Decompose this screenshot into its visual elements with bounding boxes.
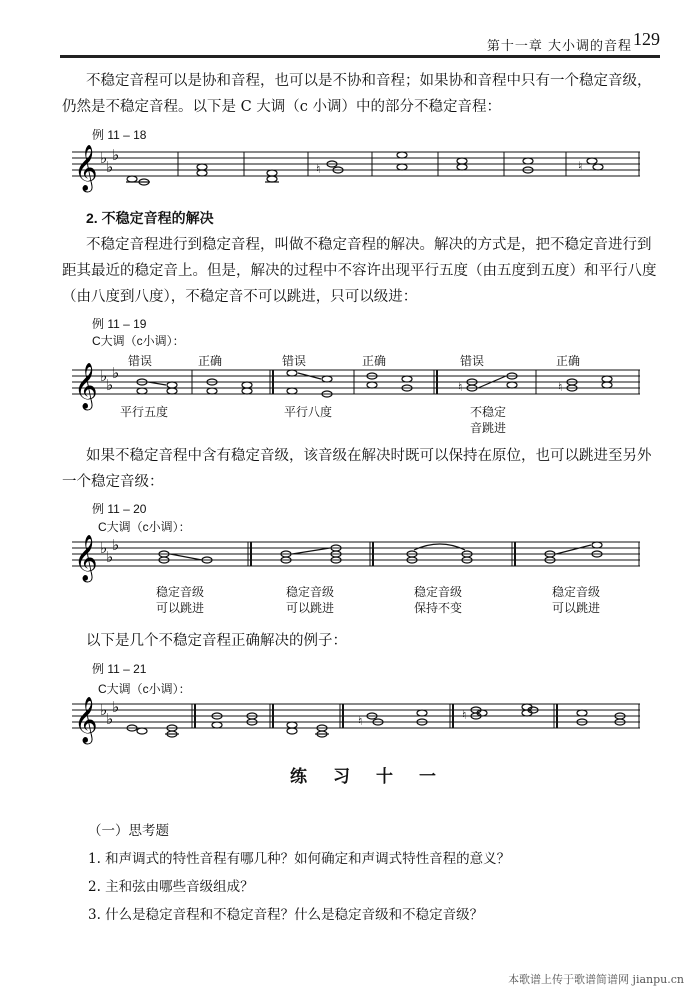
question-1: 1. 和声调式的特性音程有哪几种？如何确定和声调式特性音程的意义？ xyxy=(88,851,511,867)
annotation-2a: 稳定音级 xyxy=(286,585,335,599)
annotation-2b: 可以跳进 xyxy=(286,601,335,615)
treble-clef-icon: 𝄞 xyxy=(74,363,98,409)
para2-line-1: 不稳定音程进行到稳定音程，叫做不稳定音程的解决。解决的方式是，把不稳定音进行到 xyxy=(86,237,652,253)
staff-example-11-18 xyxy=(72,140,642,200)
svg-text:♭: ♭ xyxy=(100,149,108,167)
svg-text:♭: ♭ xyxy=(112,698,120,716)
caption-wrong-1: 错误 xyxy=(128,354,153,368)
question-2: 2. 主和弦由哪些音级组成？ xyxy=(88,879,254,895)
svg-text:♭: ♭ xyxy=(112,364,120,382)
intro-line-2: 仍然是不稳定音程。以下是 C 大调（c 小调）中的部分不稳定音程： xyxy=(62,99,502,115)
example-label-11-21: 例 11 – 21 xyxy=(92,662,147,676)
svg-text:♮: ♮ xyxy=(358,714,363,728)
para4-line-1: 以下是几个不稳定音程正确解决的例子： xyxy=(86,633,347,649)
caption-right-2: 正确 xyxy=(362,354,387,368)
para3-line-1: 如果不稳定音程中含有稳定音级，该音级在解决时既可以保持在原位，也可以跳进至另外 xyxy=(86,448,652,464)
running-header: 第十一章 大小调的音程 xyxy=(486,39,632,54)
page-number: 129 xyxy=(633,29,660,49)
svg-text:♭: ♭ xyxy=(100,539,108,557)
example-label-11-20: 例 11 – 20 xyxy=(92,502,147,516)
svg-text:♮: ♮ xyxy=(558,380,563,394)
intro-line-1: 不稳定音程可以是协和音程，也可以是不协和音程；如果协和音程中只有一个稳定音级， xyxy=(86,73,652,89)
svg-text:♭: ♭ xyxy=(106,710,114,728)
annotation-3a: 稳定音级 xyxy=(414,585,463,599)
svg-text:♭: ♭ xyxy=(112,146,120,164)
staff-example-11-19 xyxy=(72,360,642,410)
caption-wrong-3: 错误 xyxy=(460,354,485,368)
treble-clef-icon: 𝄞 xyxy=(74,535,98,581)
staff-example-11-20 xyxy=(72,532,642,582)
svg-text:♮: ♮ xyxy=(458,380,463,394)
annotation-unstable-leap-1: 不稳定 xyxy=(470,405,507,419)
annotation-parallel-fifths: 平行五度 xyxy=(120,405,169,419)
annotation-1b: 可以跳进 xyxy=(156,601,205,615)
para3-line-2: 一个稳定音级： xyxy=(62,474,164,490)
annotation-3b: 保持不变 xyxy=(414,601,463,615)
annotation-4b: 可以跳进 xyxy=(552,601,601,615)
caption-right-1: 正确 xyxy=(198,354,223,368)
section-title: 2. 不稳定音程的解决 xyxy=(86,210,214,226)
key-label-11-20: C大调（c小调）： xyxy=(98,520,191,534)
para2-line-3: （由八度到八度），不稳定音不可以跳进，只可以级进： xyxy=(62,289,418,305)
annotation-1a: 稳定音级 xyxy=(156,585,205,599)
treble-clef-icon: 𝄞 xyxy=(74,145,98,191)
svg-text:♭: ♭ xyxy=(106,548,114,566)
annotation-unstable-leap-2: 音跳进 xyxy=(470,421,507,435)
svg-text:♭: ♭ xyxy=(112,536,120,554)
annotation-parallel-octaves: 平行八度 xyxy=(284,405,333,419)
para2-line-2: 距其最近的稳定音上。但是，解决的过程中不容许出现平行五度（由五度到五度）和平行八度 xyxy=(62,263,657,279)
svg-text:♭: ♭ xyxy=(100,367,108,385)
example-label-11-19: 例 11 – 19 xyxy=(92,317,147,331)
staff-example-11-21 xyxy=(72,694,642,744)
example-label-11-18: 例 11 – 18 xyxy=(92,128,147,142)
svg-text:♮: ♮ xyxy=(578,159,583,173)
svg-text:♭: ♭ xyxy=(106,376,114,394)
question-3: 3. 什么是稳定音程和不稳定音程？什么是稳定音级和不稳定音级？ xyxy=(88,907,484,923)
svg-text:♮: ♮ xyxy=(462,708,467,722)
header-rule xyxy=(60,55,660,58)
footer-credit: 本歌谱上传于歌谱简谱网 jianpu.cn xyxy=(508,973,684,986)
key-label-11-21: C大调（c小调）： xyxy=(98,682,191,696)
questions-heading: （一）思考题 xyxy=(88,823,169,839)
treble-clef-icon: 𝄞 xyxy=(74,697,98,743)
annotation-4a: 稳定音级 xyxy=(552,585,601,599)
key-label-11-19: C大调（c小调）： xyxy=(92,334,185,348)
caption-right-3: 正确 xyxy=(556,354,581,368)
exercise-title: 练习十一 xyxy=(290,767,462,787)
svg-text:♮: ♮ xyxy=(316,162,321,176)
svg-text:♭: ♭ xyxy=(100,701,108,719)
caption-wrong-2: 错误 xyxy=(282,354,307,368)
svg-text:♭: ♭ xyxy=(106,158,114,176)
